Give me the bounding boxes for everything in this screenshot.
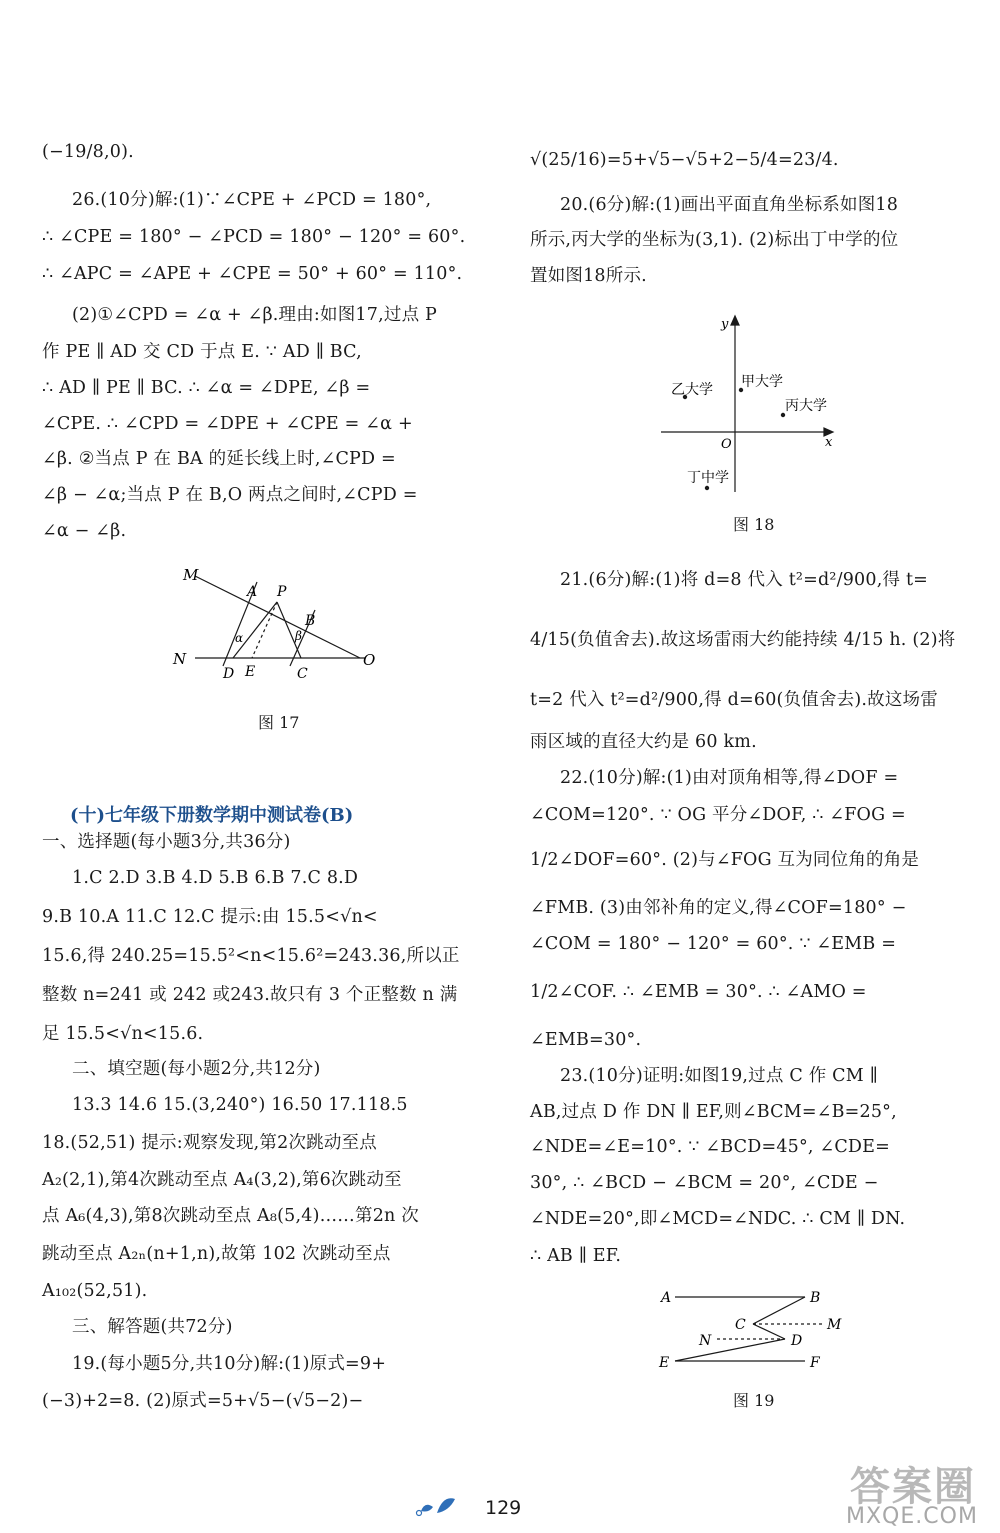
butterfly-logo-icon — [415, 1493, 465, 1519]
left-text-line: (−19/8,0). — [42, 142, 134, 162]
watermark-url: MXQE.COM — [846, 1504, 978, 1529]
left-text-line: 二、填空题(每小题2分,共12分) — [72, 1059, 321, 1079]
left-text-line: 19.(每小题5分,共10分)解:(1)原式=9+ — [72, 1354, 387, 1374]
fig17-caption: 图 17 — [258, 713, 300, 732]
left-text-line: ∴ ∠CPE = 180° − ∠PCD = 180° − 120° = 60°. — [42, 227, 466, 247]
right-text-line: ∠FMB. (3)由邻补角的定义,得∠COF=180° − — [530, 898, 907, 918]
fig17-label-e: E — [245, 664, 256, 680]
right-text-line: 1/2∠DOF=60°. (2)与∠FOG 互为同位角的角是 — [530, 850, 920, 870]
left-text-line: ∴ ∠APC = ∠APE + ∠CPE = 50° + 60° = 110°. — [42, 264, 463, 284]
left-text-line: (−3)+2=8. (2)原式=5+√5−(√5−2)− — [42, 1391, 364, 1411]
left-text-line: 15.6,得 240.25=15.5²<n<15.6²=243.36,所以正 — [42, 946, 460, 966]
line-pd — [233, 602, 277, 658]
fig18-label-origin: O — [721, 437, 732, 452]
fig17-label-beta: β — [295, 629, 302, 643]
right-text-line: 雨区域的直径大约是 60 km. — [530, 732, 757, 752]
page-number: 129 — [485, 1497, 522, 1519]
fig17-label-o: O — [363, 651, 376, 669]
watermark: 答案圈 — [850, 1464, 976, 1510]
right-text-line: 20.(6分)解:(1)画出平面直角坐标系如图18 — [560, 195, 899, 215]
fig19-label-e: E — [659, 1355, 670, 1371]
left-text-line: ∠α − ∠β. — [42, 521, 127, 541]
left-text-line: 18.(52,51) 提示:观察发现,第2次跳动至点 — [42, 1133, 377, 1153]
fig17-label-n: N — [173, 650, 187, 668]
fig17-label-m: M — [183, 566, 199, 584]
fig19-label-n: N — [699, 1333, 712, 1349]
right-text-line: ∠COM=120°. ∵ OG 平分∠DOF, ∴ ∠FOG = — [530, 805, 906, 825]
left-text-line: ∴ AD ∥ PE ∥ BC. ∴ ∠α = ∠DPE, ∠β = — [42, 378, 371, 398]
fig17-label-d: D — [223, 666, 235, 682]
left-text-line: ∠β. ②当点 P 在 BA 的延长线上时,∠CPD = — [42, 449, 396, 469]
right-text-line: ∠EMB=30°. — [530, 1030, 642, 1050]
left-text-line: 三、解答题(共72分) — [72, 1317, 233, 1337]
line-cd — [753, 1324, 785, 1339]
left-text-line: A₂(2,1),第4次跳动至点 A₄(3,2),第6次跳动至 — [42, 1170, 402, 1190]
right-text-line: 所示,丙大学的坐标为(3,1). (2)标出丁中学的位 — [530, 230, 899, 250]
fig18-label-bing: 丙大学 — [785, 398, 827, 414]
right-text-line: ∴ AB ∥ EF. — [530, 1246, 622, 1266]
right-text-line: 22.(10分)解:(1)由对顶角相等,得∠DOF = — [560, 768, 899, 788]
y-axis-arrow — [731, 316, 739, 325]
right-text-line: 23.(10分)证明:如图19,过点 C 作 CM ∥ — [560, 1066, 878, 1086]
left-text-line: 1.C 2.D 3.B 4.D 5.B 6.B 7.C 8.D — [72, 868, 359, 888]
right-text-line: 1/2∠COF. ∴ ∠EMB = 30°. ∴ ∠AMO = — [530, 982, 867, 1002]
left-text-line: ∠β − ∠α;当点 P 在 B,O 两点之间时,∠CPD = — [42, 485, 418, 505]
figure-19 — [655, 1285, 855, 1375]
point-ding — [705, 486, 709, 490]
left-text-line: 足 15.5<√n<15.6. — [42, 1024, 204, 1044]
right-text-line: 4/15(负值舍去).故这场雷雨大约能持续 4/15 h. (2)将 — [530, 630, 956, 650]
fig17-label-c: C — [297, 666, 308, 682]
fig19-label-f: F — [810, 1355, 820, 1371]
fig17-label-a: A — [247, 584, 258, 600]
left-text-line: (2)①∠CPD = ∠α + ∠β.理由:如图17,过点 P — [72, 305, 438, 325]
right-text-line: ∠COM = 180° − 120° = 60°. ∵ ∠EMB = — [530, 934, 897, 954]
right-text-line: √(25/16)=5+√5−√5+2−5/4=23/4. — [530, 150, 839, 170]
left-text-line: 作 PE ∥ AD 交 CD 于点 E. ∵ AD ∥ BC, — [42, 342, 362, 362]
right-text-line: 21.(6分)解:(1)将 d=8 代入 t²=d²/900,得 t= — [560, 570, 929, 590]
fig18-label-ding: 丁中学 — [687, 470, 729, 486]
left-text-line: A₁₀₂(52,51). — [42, 1281, 148, 1301]
figure-17 — [165, 560, 395, 690]
line-bc — [753, 1297, 805, 1324]
fig18-label-jia: 甲大学 — [741, 374, 783, 390]
left-text-line: ∠CPE. ∴ ∠CPD = ∠DPE + ∠CPE = ∠α + — [42, 414, 413, 434]
section-title: (十)七年级下册数学期中测试卷(B) — [70, 805, 354, 826]
fig19-label-d: D — [791, 1333, 803, 1349]
fig19-label-a: A — [661, 1290, 672, 1306]
right-text-line: ∠NDE=20°,即∠MCD=∠NDC. ∴ CM ∥ DN. — [530, 1209, 906, 1229]
right-text-line: t=2 代入 t²=d²/900,得 d=60(负值舍去).故这场雷 — [530, 690, 938, 710]
right-text-line: 30°, ∴ ∠BCD − ∠BCM = 20°, ∠CDE − — [530, 1173, 879, 1193]
fig19-label-m: M — [827, 1317, 842, 1333]
right-text-line: AB,过点 D 作 DN ∥ EF,则∠BCM=∠B=25°, — [530, 1102, 897, 1122]
fig18-label-yi: 乙大学 — [671, 382, 713, 398]
figure-18 — [655, 310, 845, 505]
fig17-label-b: B — [305, 613, 316, 629]
fig17-label-p: P — [277, 584, 287, 600]
left-text-line: 9.B 10.A 11.C 12.C 提示:由 15.5<√n< — [42, 907, 378, 927]
right-text-line: 置如图18所示. — [530, 266, 647, 286]
left-text-line: 13.3 14.6 15.(3,240°) 16.50 17.118.5 — [72, 1095, 408, 1115]
fig18-label-y: y — [721, 317, 729, 332]
left-text-line: 点 A₆(4,3),第8次跳动至点 A₈(5,4)……第2n 次 — [42, 1206, 419, 1226]
left-text-line: 一、选择题(每小题3分,共36分) — [42, 832, 291, 852]
line-de — [675, 1339, 785, 1361]
left-text-line: 26.(10分)解:(1)∵∠CPE + ∠PCD = 180°, — [72, 190, 432, 210]
fig18-caption: 图 18 — [733, 515, 775, 534]
fig19-label-b: B — [810, 1290, 821, 1306]
left-text-line: 整数 n=241 或 242 或243.故只有 3 个正整数 n 满 — [42, 985, 458, 1005]
fig18-label-x: x — [825, 435, 833, 450]
right-text-line: ∠NDE=∠E=10°. ∵ ∠BCD=45°, ∠CDE= — [530, 1137, 890, 1157]
left-text-line: 跳动至点 A₂ₙ(n+1,n),故第 102 次跳动至点 — [42, 1244, 391, 1264]
fig19-caption: 图 19 — [733, 1391, 775, 1410]
fig19-label-c: C — [735, 1317, 746, 1333]
fig17-label-alpha: α — [235, 631, 244, 645]
